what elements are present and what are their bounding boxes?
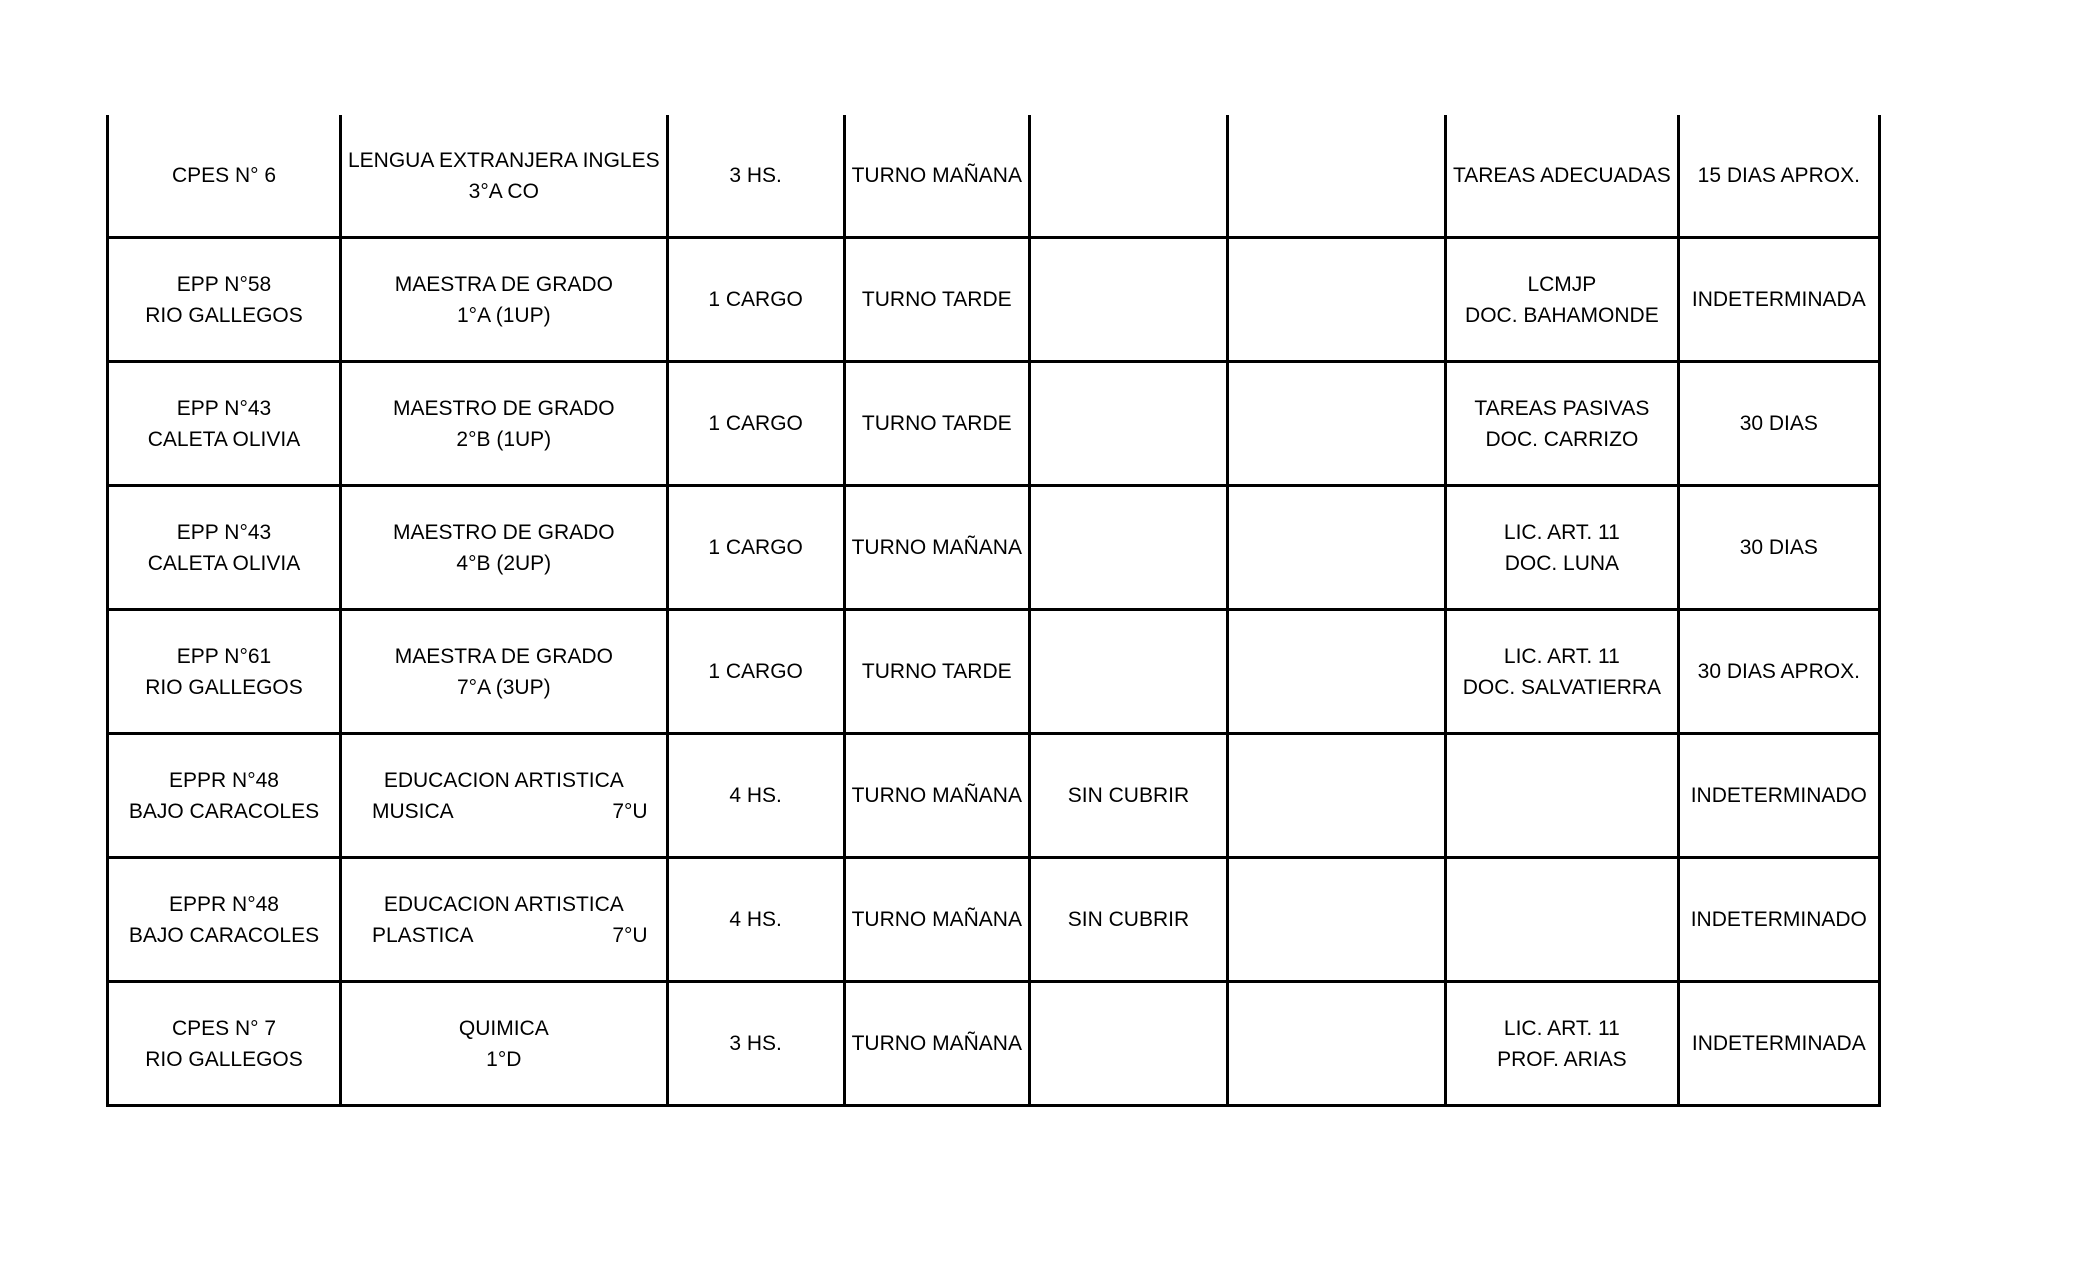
cell-turno-text: TURNO MAÑANA <box>851 908 1022 931</box>
cell-escuela-line: CALETA OLIVIA <box>147 551 301 575</box>
cell-materia-line: MAESTRO DE GRADO <box>392 396 615 420</box>
cell-turno-text: TURNO MAÑANA <box>851 164 1022 187</box>
cell-empty <box>1227 362 1445 486</box>
cell-materia <box>341 982 668 1106</box>
table-row <box>108 982 1880 1106</box>
cell-motivo <box>1445 486 1678 610</box>
cell-duracion-text: INDETERMINADA <box>1691 288 1866 311</box>
cell-escuela-line: CPES N° 6 <box>171 164 277 187</box>
vacancies-table <box>106 115 1881 1107</box>
cell-duracion-text: 30 DIAS <box>1739 412 1818 435</box>
cell-turno-text: TURNO TARDE <box>861 288 1012 311</box>
table-row <box>108 238 1880 362</box>
grade-label: 7°U <box>612 923 648 947</box>
cell-motivo-line: DOC. SALVATIERRA <box>1462 675 1662 699</box>
cell-turno <box>844 238 1029 362</box>
cell-motivo-line: PROF. ARIAS <box>1497 1047 1627 1071</box>
cell-escuela-line: RIO GALLEGOS <box>145 1047 303 1071</box>
cell-escuela-line: BAJO CARACOLES <box>128 799 320 823</box>
cell-materia-line: MAESTRA DE GRADO <box>394 644 613 668</box>
cell-duracion <box>1678 734 1879 858</box>
cell-materia-line: LENGUA EXTRANJERA INGLES <box>348 148 660 172</box>
cell-turno <box>844 734 1029 858</box>
cell-materia-line: 1°D <box>486 1047 522 1071</box>
cell-duracion <box>1678 362 1879 486</box>
cell-turno <box>844 858 1029 982</box>
cell-escuela <box>108 858 341 982</box>
cell-materia <box>341 734 668 858</box>
table-body <box>108 115 1880 1106</box>
cell-horas-text: 1 CARGO <box>708 412 803 435</box>
cell-duracion <box>1678 610 1879 734</box>
cell-situacion-text: SIN CUBRIR <box>1067 908 1190 931</box>
cell-horas <box>667 486 844 610</box>
cell-materia <box>341 115 668 238</box>
cell-motivo <box>1445 238 1678 362</box>
table-row <box>108 362 1880 486</box>
cell-empty <box>1227 610 1445 734</box>
cell-materia <box>341 610 668 734</box>
cell-motivo <box>1445 982 1678 1106</box>
cell-motivo-line: LIC. ART. 11 <box>1503 644 1620 668</box>
cell-situacion <box>1029 486 1227 610</box>
cell-duracion <box>1678 238 1879 362</box>
table-row <box>108 734 1880 858</box>
cell-materia-line: MAESTRO DE GRADO <box>392 520 615 544</box>
subject-label: MUSICA <box>372 799 454 823</box>
cell-materia-line: 3°A CO <box>468 179 539 203</box>
cell-materia-split-line <box>348 796 660 827</box>
cell-materia <box>341 362 668 486</box>
cell-horas <box>667 610 844 734</box>
cell-turno-text: TURNO TARDE <box>861 412 1012 435</box>
cell-motivo <box>1445 362 1678 486</box>
cell-turno-text: TURNO TARDE <box>861 660 1012 683</box>
cell-horas <box>667 362 844 486</box>
cell-situacion <box>1029 858 1227 982</box>
cell-turno <box>844 982 1029 1106</box>
cell-escuela-line: EPPR N°48 <box>169 768 279 792</box>
cell-empty <box>1227 115 1445 238</box>
cell-motivo <box>1445 610 1678 734</box>
cell-escuela-line: RIO GALLEGOS <box>145 303 303 327</box>
cell-situacion <box>1029 362 1227 486</box>
table-row <box>108 115 1880 238</box>
cell-duracion <box>1678 486 1879 610</box>
cell-situacion <box>1029 734 1227 858</box>
cell-horas-text: 1 CARGO <box>708 536 803 559</box>
cell-turno-text: TURNO MAÑANA <box>851 536 1022 559</box>
cell-materia-line: 7°A (3UP) <box>457 675 551 699</box>
cell-motivo-line: TAREAS PASIVAS <box>1474 396 1650 420</box>
cell-materia-line: EDUCACION ARTISTICA <box>383 768 624 792</box>
cell-empty <box>1227 858 1445 982</box>
cell-motivo <box>1445 734 1678 858</box>
cell-empty <box>1227 734 1445 858</box>
table-row <box>108 486 1880 610</box>
cell-duracion <box>1678 982 1879 1106</box>
subject-label: PLASTICA <box>372 923 474 947</box>
cell-motivo-line: DOC. LUNA <box>1504 551 1620 575</box>
cell-escuela-line: EPP N°43 <box>176 520 272 544</box>
cell-duracion-text: INDETERMINADO <box>1690 908 1867 931</box>
table-row <box>108 858 1880 982</box>
cell-empty <box>1227 982 1445 1106</box>
cell-escuela-line: CALETA OLIVIA <box>147 427 301 451</box>
cell-horas <box>667 858 844 982</box>
cell-duracion-text: 15 DIAS APROX. <box>1697 164 1860 187</box>
cell-escuela-line: CPES N° 7 <box>171 1016 277 1040</box>
cell-motivo-line: LIC. ART. 11 <box>1503 1016 1620 1040</box>
cell-horas-text: 1 CARGO <box>708 660 803 683</box>
cell-materia <box>341 486 668 610</box>
cell-horas-text: 4 HS. <box>729 908 782 931</box>
cell-motivo-line: TAREAS ADECUADAS <box>1452 164 1671 187</box>
cell-horas <box>667 734 844 858</box>
cell-materia <box>341 238 668 362</box>
cell-materia-line: QUIMICA <box>458 1016 549 1040</box>
cell-materia-line: 1°A (1UP) <box>457 303 551 327</box>
table-row <box>108 610 1880 734</box>
cell-escuela-line: EPP N°58 <box>176 272 272 296</box>
cell-motivo-line: DOC. CARRIZO <box>1485 427 1639 451</box>
cell-escuela <box>108 982 341 1106</box>
cell-escuela-line: RIO GALLEGOS <box>145 675 303 699</box>
cell-turno <box>844 610 1029 734</box>
cell-situacion <box>1029 238 1227 362</box>
cell-turno-text: TURNO MAÑANA <box>851 784 1022 807</box>
cell-duracion <box>1678 858 1879 982</box>
cell-materia-line: MAESTRA DE GRADO <box>394 272 613 296</box>
cell-motivo <box>1445 858 1678 982</box>
cell-situacion <box>1029 115 1227 238</box>
cell-duracion <box>1678 115 1879 238</box>
cell-materia-line: 4°B (2UP) <box>456 551 552 575</box>
cell-empty <box>1227 238 1445 362</box>
cell-situacion-text: SIN CUBRIR <box>1067 784 1190 807</box>
cell-empty <box>1227 486 1445 610</box>
cell-horas <box>667 238 844 362</box>
cell-escuela-line: EPP N°43 <box>176 396 272 420</box>
cell-duracion-text: 30 DIAS <box>1739 536 1818 559</box>
cell-materia-split-line <box>348 920 660 951</box>
cell-escuela <box>108 238 341 362</box>
cell-situacion <box>1029 610 1227 734</box>
cell-escuela <box>108 734 341 858</box>
cell-turno-text: TURNO MAÑANA <box>851 1032 1022 1055</box>
cell-escuela-line: BAJO CARACOLES <box>128 923 320 947</box>
cell-motivo-line: LIC. ART. 11 <box>1503 520 1620 544</box>
cell-escuela-line: EPP N°61 <box>176 644 272 668</box>
cell-horas <box>667 115 844 238</box>
cell-motivo-line: DOC. BAHAMONDE <box>1465 303 1659 327</box>
cell-materia-line: EDUCACION ARTISTICA <box>383 892 624 916</box>
cell-turno <box>844 115 1029 238</box>
cell-duracion-text: 30 DIAS APROX. <box>1697 660 1860 683</box>
cell-materia <box>341 858 668 982</box>
cell-horas-text: 3 HS. <box>729 1032 782 1055</box>
cell-horas <box>667 982 844 1106</box>
cell-turno <box>844 486 1029 610</box>
cell-materia-line: 2°B (1UP) <box>456 427 552 451</box>
cell-motivo <box>1445 115 1678 238</box>
cell-turno <box>844 362 1029 486</box>
cell-motivo-line: LCMJP <box>1527 272 1597 296</box>
cell-horas-text: 3 HS. <box>729 164 782 187</box>
cell-escuela <box>108 610 341 734</box>
cell-escuela <box>108 486 341 610</box>
cell-escuela-line: EPPR N°48 <box>169 892 279 916</box>
cell-escuela <box>108 362 341 486</box>
cell-situacion <box>1029 982 1227 1106</box>
cell-duracion-text: INDETERMINADA <box>1691 1032 1866 1055</box>
grade-label: 7°U <box>612 799 648 823</box>
cell-horas-text: 4 HS. <box>729 784 782 807</box>
cell-horas-text: 1 CARGO <box>708 288 803 311</box>
cell-duracion-text: INDETERMINADO <box>1690 784 1867 807</box>
cell-escuela <box>108 115 341 238</box>
